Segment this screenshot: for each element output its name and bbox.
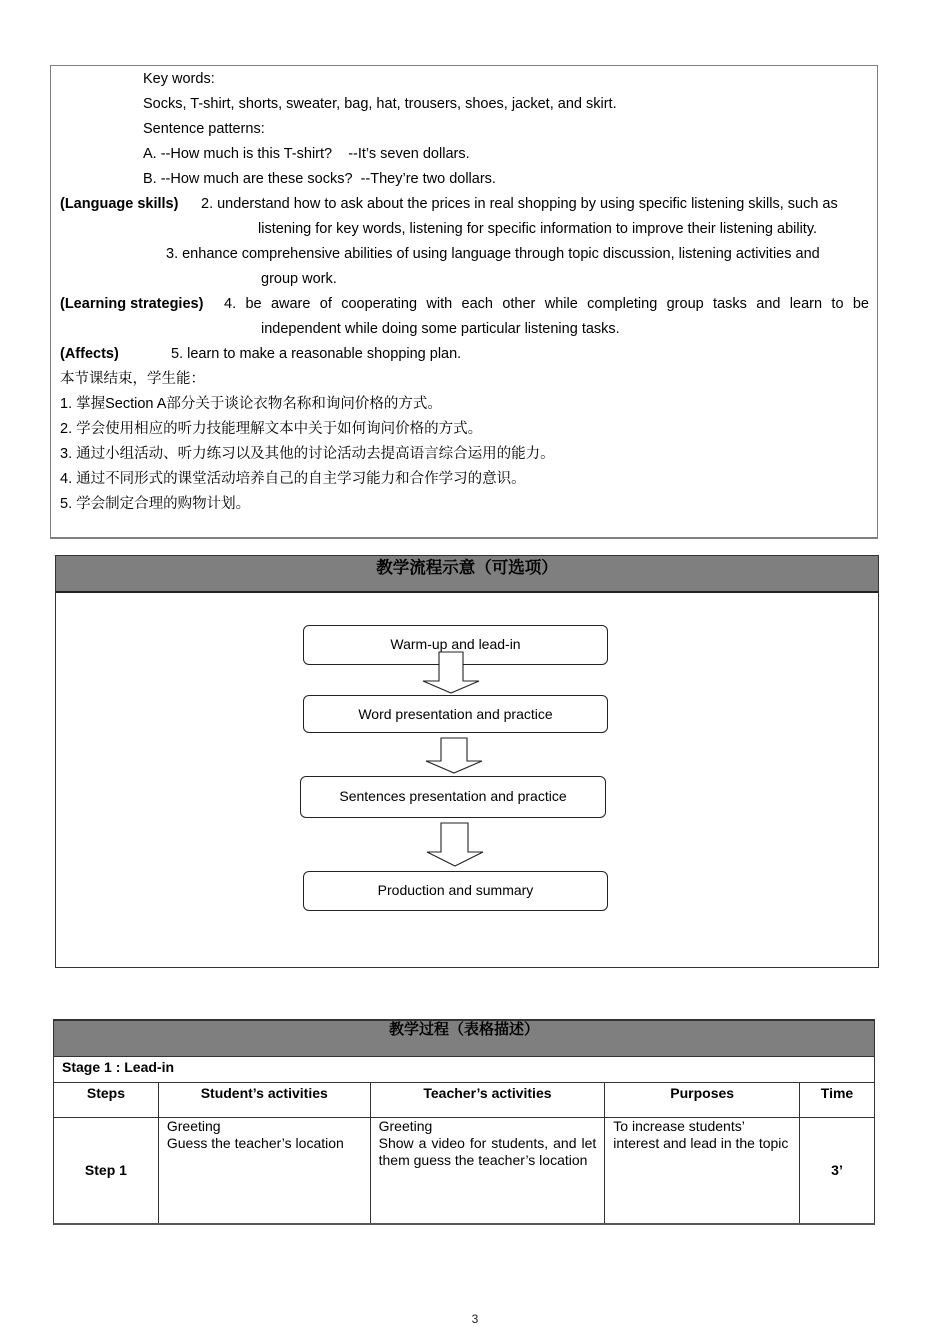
objective-4-line-2: independent while doing some particular listening tasks. <box>261 321 620 337</box>
key-words-list: Socks, T-shirt, shorts, sweater, bag, hat, trousers, shoes, jacket, and skirt. <box>143 96 617 112</box>
flow-step-sentences-presentation: Sentences presentation and practice <box>300 776 606 818</box>
student-activity: Guess the teacher’s location <box>166 1134 344 1151</box>
purpose-cell: To increase students’ interest and lead in the topic <box>605 1117 800 1224</box>
page-number: 3 <box>471 1312 479 1326</box>
column-header-teacher-activities: Teacher’s activities <box>370 1082 605 1117</box>
teaching-process-table <box>53 1019 875 1225</box>
step-cell: Step 1 <box>54 1117 159 1224</box>
column-header-steps: Steps <box>54 1082 159 1117</box>
teacher-activity: Show a video for students, and let them guess the teacher’s location <box>378 1134 597 1168</box>
student-activities-cell <box>158 1117 370 1224</box>
cn-objective-2: 2. 学会使用相应的听力技能理解文本中关于如何询问价格的方式。 <box>60 421 483 437</box>
sentence-pattern-b: B. --How much are these socks? --They’re two dollars. <box>143 171 496 187</box>
process-table-title: 教学过程（表格描述） <box>54 1020 875 1056</box>
cn-objective-3: 3. 通过小组活动、听力练习以及其他的讨论活动去提高语言综合运用的能力。 <box>60 446 555 462</box>
flow-chart-title: 教学流程示意（可选项） <box>56 556 878 593</box>
sentence-pattern-a: A. --How much is this T-shirt? --It’s seven dollars. <box>143 146 470 162</box>
column-header-purposes: Purposes <box>605 1082 800 1117</box>
cn-objective-4: 4. 通过不同形式的课堂活动培养自己的自主学习能力和合作学习的意识。 <box>60 471 526 487</box>
cn-intro: 本节课结束，学生能： <box>60 371 205 387</box>
flow-step-warm-up: Warm-up and lead-in <box>303 625 608 665</box>
objective-2-line-1: 2. understand how to ask about the prices in real shopping by using specific listening skills, such as <box>201 196 838 212</box>
objective-3-line-2: group work. <box>261 271 337 287</box>
arrow-down-icon <box>424 737 484 775</box>
cn-objective-5: 5. 学会制定合理的购物计划。 <box>60 496 251 512</box>
objectives-box <box>50 65 878 539</box>
flow-step-word-presentation: Word presentation and practice <box>303 695 608 733</box>
column-header-student-activities: Student’s activities <box>158 1082 370 1117</box>
key-words-label: Key words: <box>143 71 215 87</box>
column-header-time: Time <box>800 1082 875 1117</box>
objective-2-line-2: listening for key words, listening for specific information to improve their listening ability. <box>258 221 818 237</box>
flow-chart-section <box>55 555 879 968</box>
student-activity: Greeting <box>166 1117 221 1134</box>
time-cell: 3’ <box>800 1117 875 1224</box>
table-row <box>54 1117 875 1224</box>
objective-4-line-1: 4. be aware of cooperating with each other while completing group tasks and learn to be <box>224 296 869 312</box>
cn-objective-1: 1. 掌握Section A部分关于谈论衣物名称和询问价格的方式。 <box>60 396 442 412</box>
objective-5: 5. learn to make a reasonable shopping plan. <box>171 346 462 362</box>
teacher-activities-cell <box>370 1117 605 1224</box>
arrow-down-icon <box>425 822 485 868</box>
learning-strategies-label: (Learning strategies) <box>60 296 204 312</box>
stage-title: Stage 1 : Lead-in <box>54 1056 875 1082</box>
arrow-down-icon <box>421 651 481 695</box>
affects-label: (Affects) <box>60 346 119 362</box>
flow-step-production-summary: Production and summary <box>303 871 608 911</box>
sentence-patterns-label: Sentence patterns: <box>143 121 265 137</box>
objective-3-line-1: 3. enhance comprehensive abilities of using language through topic discussion, listening activities and <box>166 246 820 262</box>
language-skills-label: (Language skills) <box>60 196 179 212</box>
teacher-activity: Greeting <box>378 1117 433 1134</box>
